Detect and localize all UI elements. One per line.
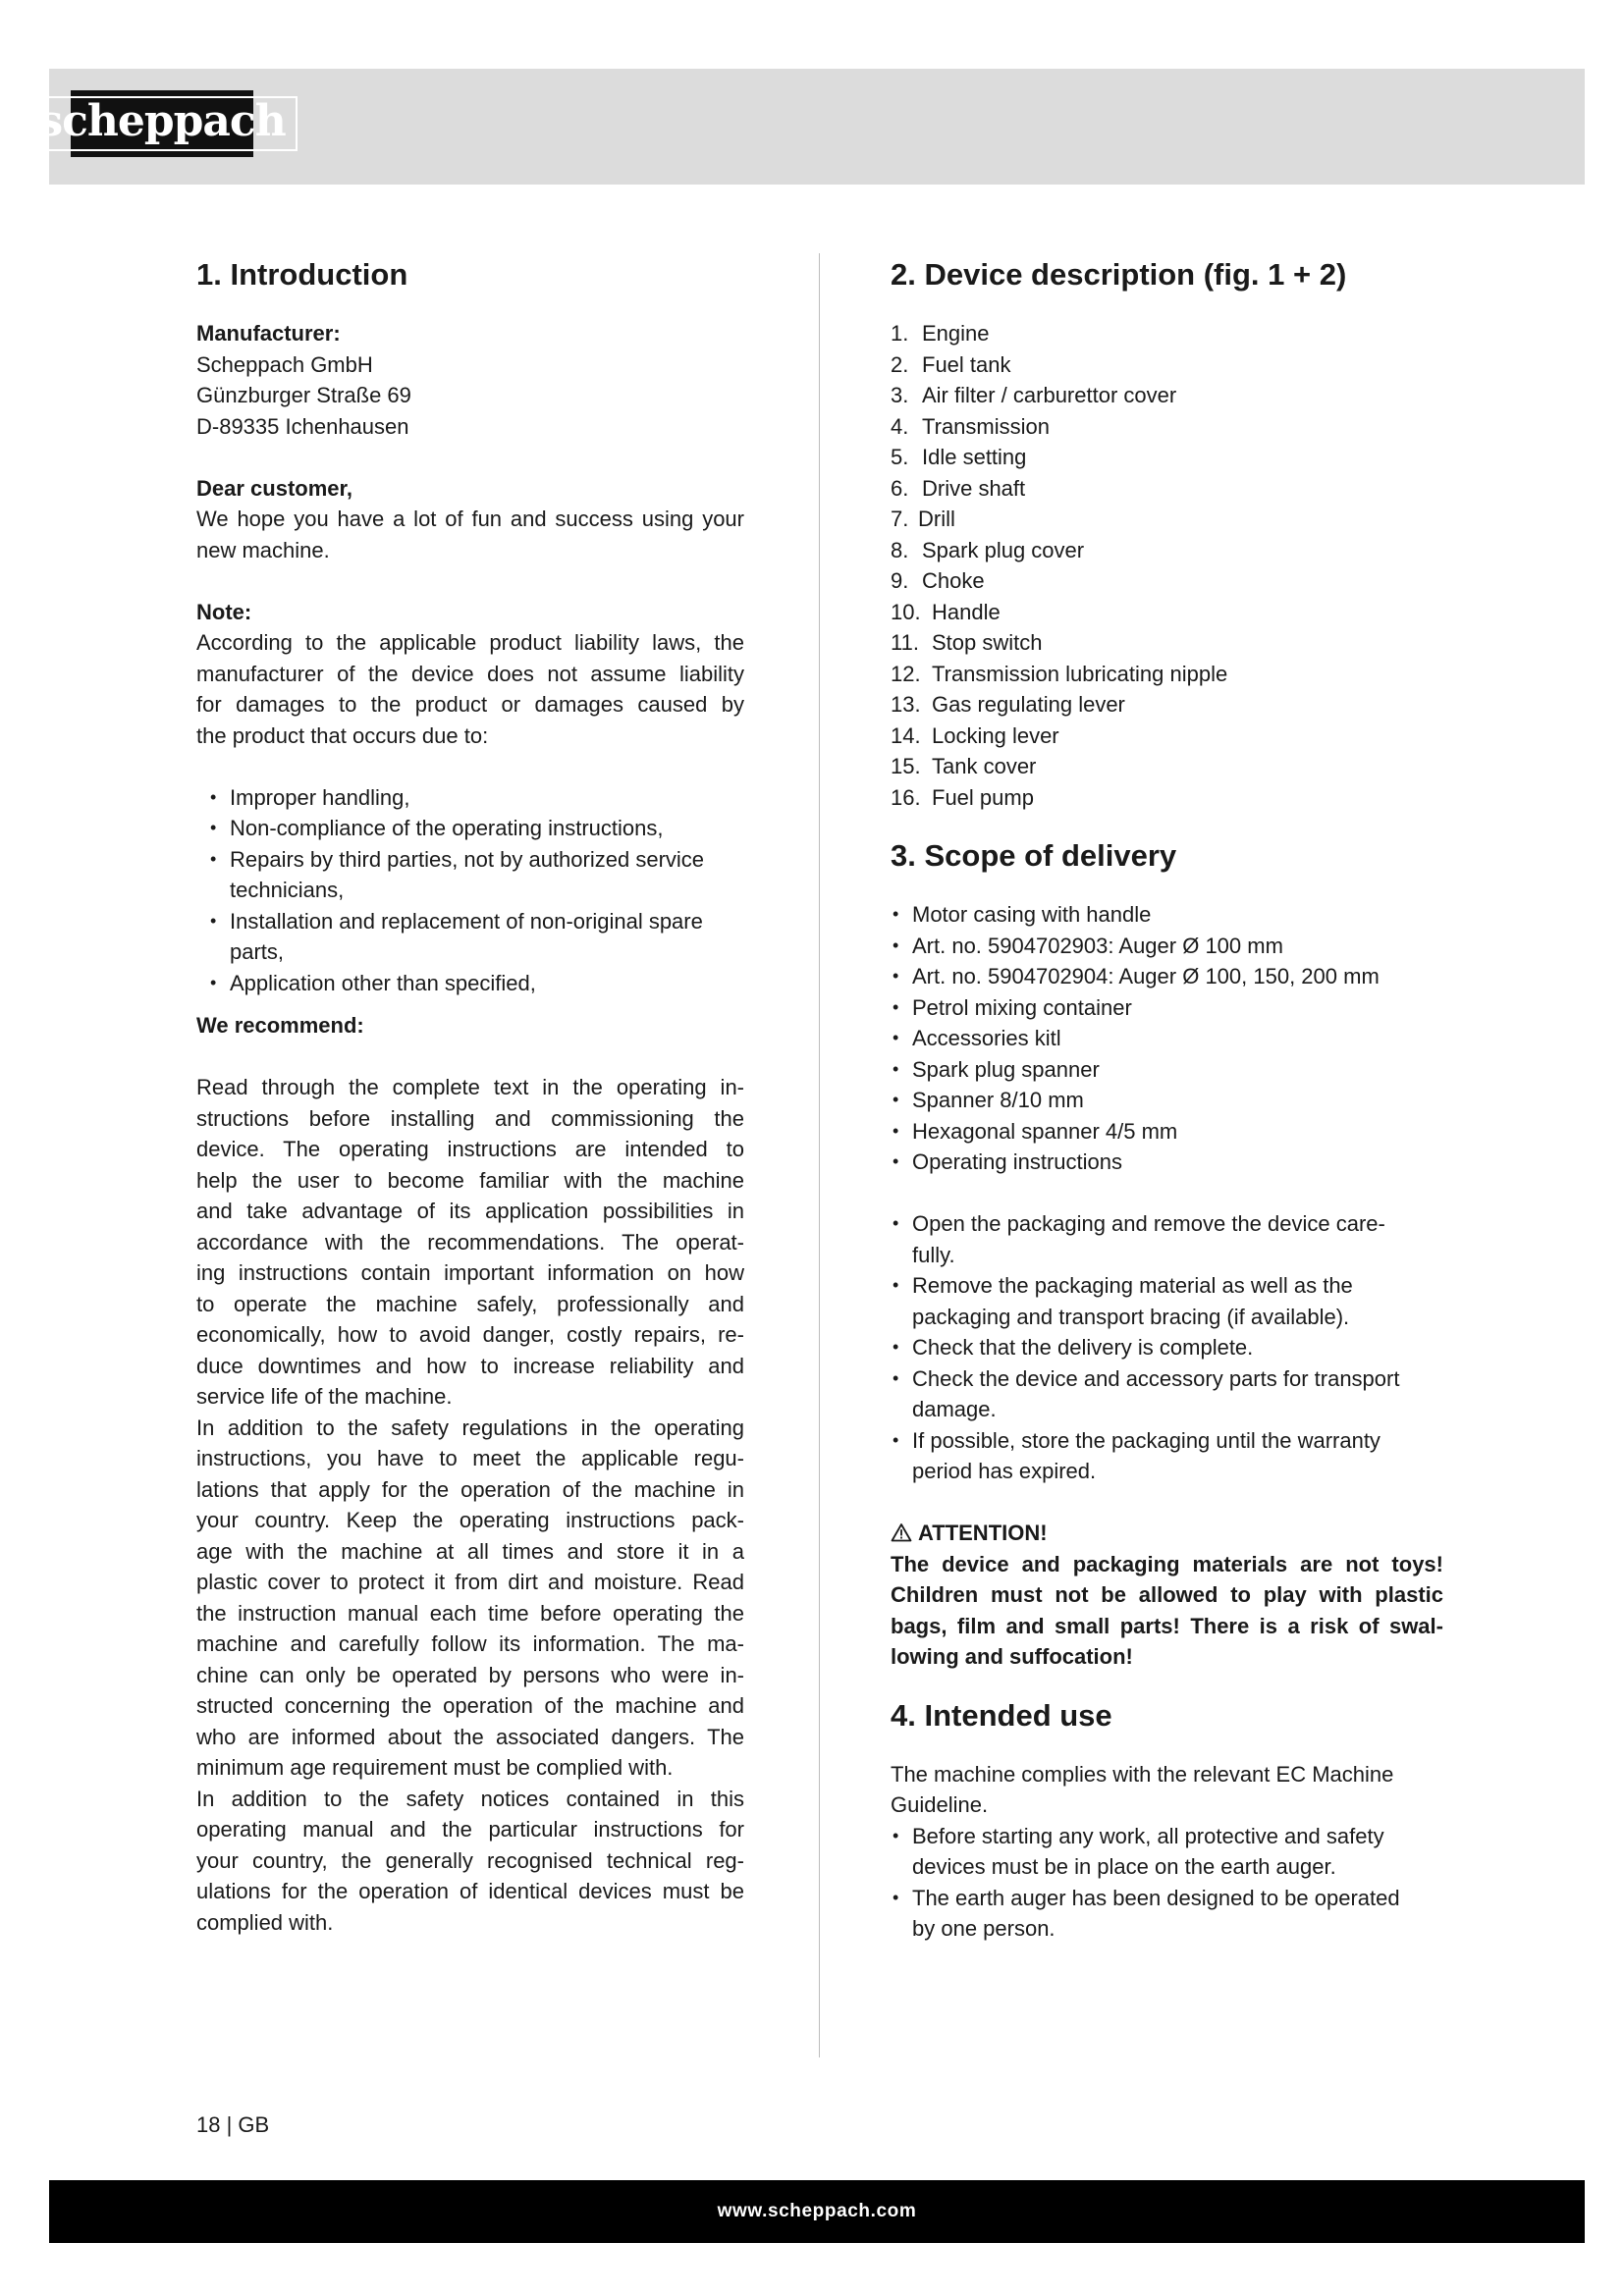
intended-use-intro: Guideline.	[891, 1792, 989, 1817]
list-item: 15. Tank cover	[891, 754, 1037, 778]
intended-use-list	[891, 1821, 1443, 1945]
recommend-label: We recommend:	[196, 1013, 364, 1038]
list-item: • Petrol mixing container	[891, 992, 1443, 1024]
list-item: 12. Transmission lubricating nipple	[891, 661, 1228, 686]
note-line: for damages to the product or damages caused by	[196, 692, 744, 717]
dear-customer-line: We hope you have a lot of fun and success using your	[196, 507, 744, 531]
scheppach-logo	[38, 90, 286, 157]
page-number: 18 | GB	[196, 2112, 270, 2137]
list-item: • Spark plug spanner	[891, 1054, 1443, 1086]
list-item: • Check that the delivery is complete.	[891, 1332, 1443, 1363]
list-item: • Application other than specified,	[196, 968, 744, 999]
list-item: • If possible, store the packaging until the warranty period has expired.	[891, 1425, 1443, 1487]
list-item: • Motor casing with handle	[891, 899, 1443, 931]
list-item: 10. Handle	[891, 599, 1001, 624]
list-item: • Spanner 8/10 mm	[891, 1085, 1443, 1116]
left-column	[196, 253, 744, 1938]
list-item: • Before starting any work, all protective and safety devices must be in place on the earth auger.	[891, 1821, 1443, 1883]
right-column	[891, 253, 1443, 1945]
note-line: the product that occurs due to:	[196, 722, 489, 748]
list-item: 9. Choke	[891, 568, 985, 593]
list-item: 14. Locking lever	[891, 722, 1059, 748]
list-item: 5. Idle setting	[891, 445, 1027, 469]
section-3-heading: 3. Scope of delivery	[891, 838, 1177, 873]
list-item: 1. Engine	[891, 321, 990, 346]
list-item: • Improper handling,	[196, 782, 744, 814]
list-item: • Installation and replacement of non-original spare parts,	[196, 906, 744, 968]
section-4-heading: 4. Intended use	[891, 1697, 1112, 1733]
list-item: 8. Spark plug cover	[891, 537, 1085, 562]
manufacturer-line: Günzburger Straße 69	[196, 383, 411, 407]
list-item: • Remove the packaging material as well as the packaging and transport bracing (if available).	[891, 1270, 1443, 1332]
section-2-heading: 2. Device description (fig. 1 + 2)	[891, 257, 1347, 292]
delivery-list	[891, 899, 1443, 1178]
attention-text: The device and packaging materials are not toys! Children must not be allowed to play with plastic bags, film and small parts! There is a risk of swal- lowing and suffocation!	[891, 1551, 1443, 1669]
note-line: manufacturer of the device does not assume liability	[196, 661, 744, 686]
attention-label: ATTENTION!	[891, 1518, 1443, 1549]
manufacturer-line: Scheppach GmbH	[196, 351, 373, 377]
header-band	[38, 69, 1585, 185]
list-item: • Non-compliance of the operating instructions,	[196, 813, 744, 844]
list-item: 16. Fuel pump	[891, 784, 1034, 810]
intended-use-intro: The machine complies with the relevant EC Machine	[891, 1761, 1394, 1787]
list-item: • Repairs by third parties, not by authorized service technicians,	[196, 844, 744, 906]
list-item: • Open the packaging and remove the device care- fully.	[891, 1208, 1443, 1270]
note-line: According to the applicable product liability laws, the	[196, 630, 744, 655]
warning-triangle-icon	[891, 1522, 912, 1542]
section-1-heading: 1. Introduction	[196, 257, 408, 292]
list-item: 3. Air filter / carburettor cover	[891, 383, 1177, 407]
dear-customer-line: new machine.	[196, 537, 330, 562]
list-item: 11. Stop switch	[891, 630, 1043, 655]
manufacturer-line: D-89335 Ichenhausen	[196, 413, 409, 439]
list-item: • Art. no. 5904702903: Auger Ø 100 mm	[891, 931, 1443, 962]
column-divider	[819, 253, 820, 2057]
note-label: Note:	[196, 599, 252, 624]
list-item: 7. Drill	[891, 507, 955, 531]
unpacking-steps-list	[891, 1208, 1443, 1487]
list-item: • Art. no. 5904702904: Auger Ø 100, 150, 200 mm	[891, 961, 1443, 992]
device-parts-list	[891, 318, 1443, 813]
list-item: 2. Fuel tank	[891, 351, 1011, 377]
list-item: 4. Transmission	[891, 413, 1050, 439]
list-item: • Operating instructions	[891, 1147, 1443, 1178]
list-item: • Accessories kitl	[891, 1023, 1443, 1054]
footer-band	[49, 2180, 1585, 2243]
list-item: • Check the device and accessory parts for transport damage.	[891, 1363, 1443, 1425]
list-item: • Hexagonal spanner 4/5 mm	[891, 1116, 1443, 1148]
website-link[interactable]: www.scheppach.com	[717, 2201, 917, 2221]
liability-list	[196, 782, 744, 999]
dear-customer-label: Dear customer,	[196, 475, 352, 501]
logo-text: scheppach	[27, 96, 297, 151]
recommend-text: Read through the complete text in the operating in- structions before installing and commissioning the device. The operating instructions are intended to help the user to become familiar with the machine and take advantage of its application possibilities in accordance with the recommendations. The operat- ing instructions contain important information on how to operate the machine safely, professionally and economically, how to avoid danger, costly repairs, re- duce downtimes and how to increase reliability and service life of the machine. In addition to the safety regulations in the operating instructions, you have to meet the applicable regu- lations that apply for the operation of the machine in your country. Keep the operating instructions pack- age with the machine at all times and store it in a plastic cover to protect it from dirt and moisture. Read the instruction manual each time before operating the machine and carefully follow its information. The ma- chine can only be operated by persons who were in- structed concerning the operation of the machine and who are informed about the associated dangers. The minimum age requirement must be complied with. In addition to the safety notices contained in this operating manual and the particular instructions for your country, the generally recognised technical reg- ulations for the operation of identical devices must be complied with.	[196, 1075, 744, 1935]
list-item: 13. Gas regulating lever	[891, 692, 1125, 717]
list-item: 6. Drive shaft	[891, 475, 1026, 501]
manufacturer-label: Manufacturer:	[196, 321, 341, 346]
list-item: • The earth auger has been designed to be operated by one person.	[891, 1883, 1443, 1945]
